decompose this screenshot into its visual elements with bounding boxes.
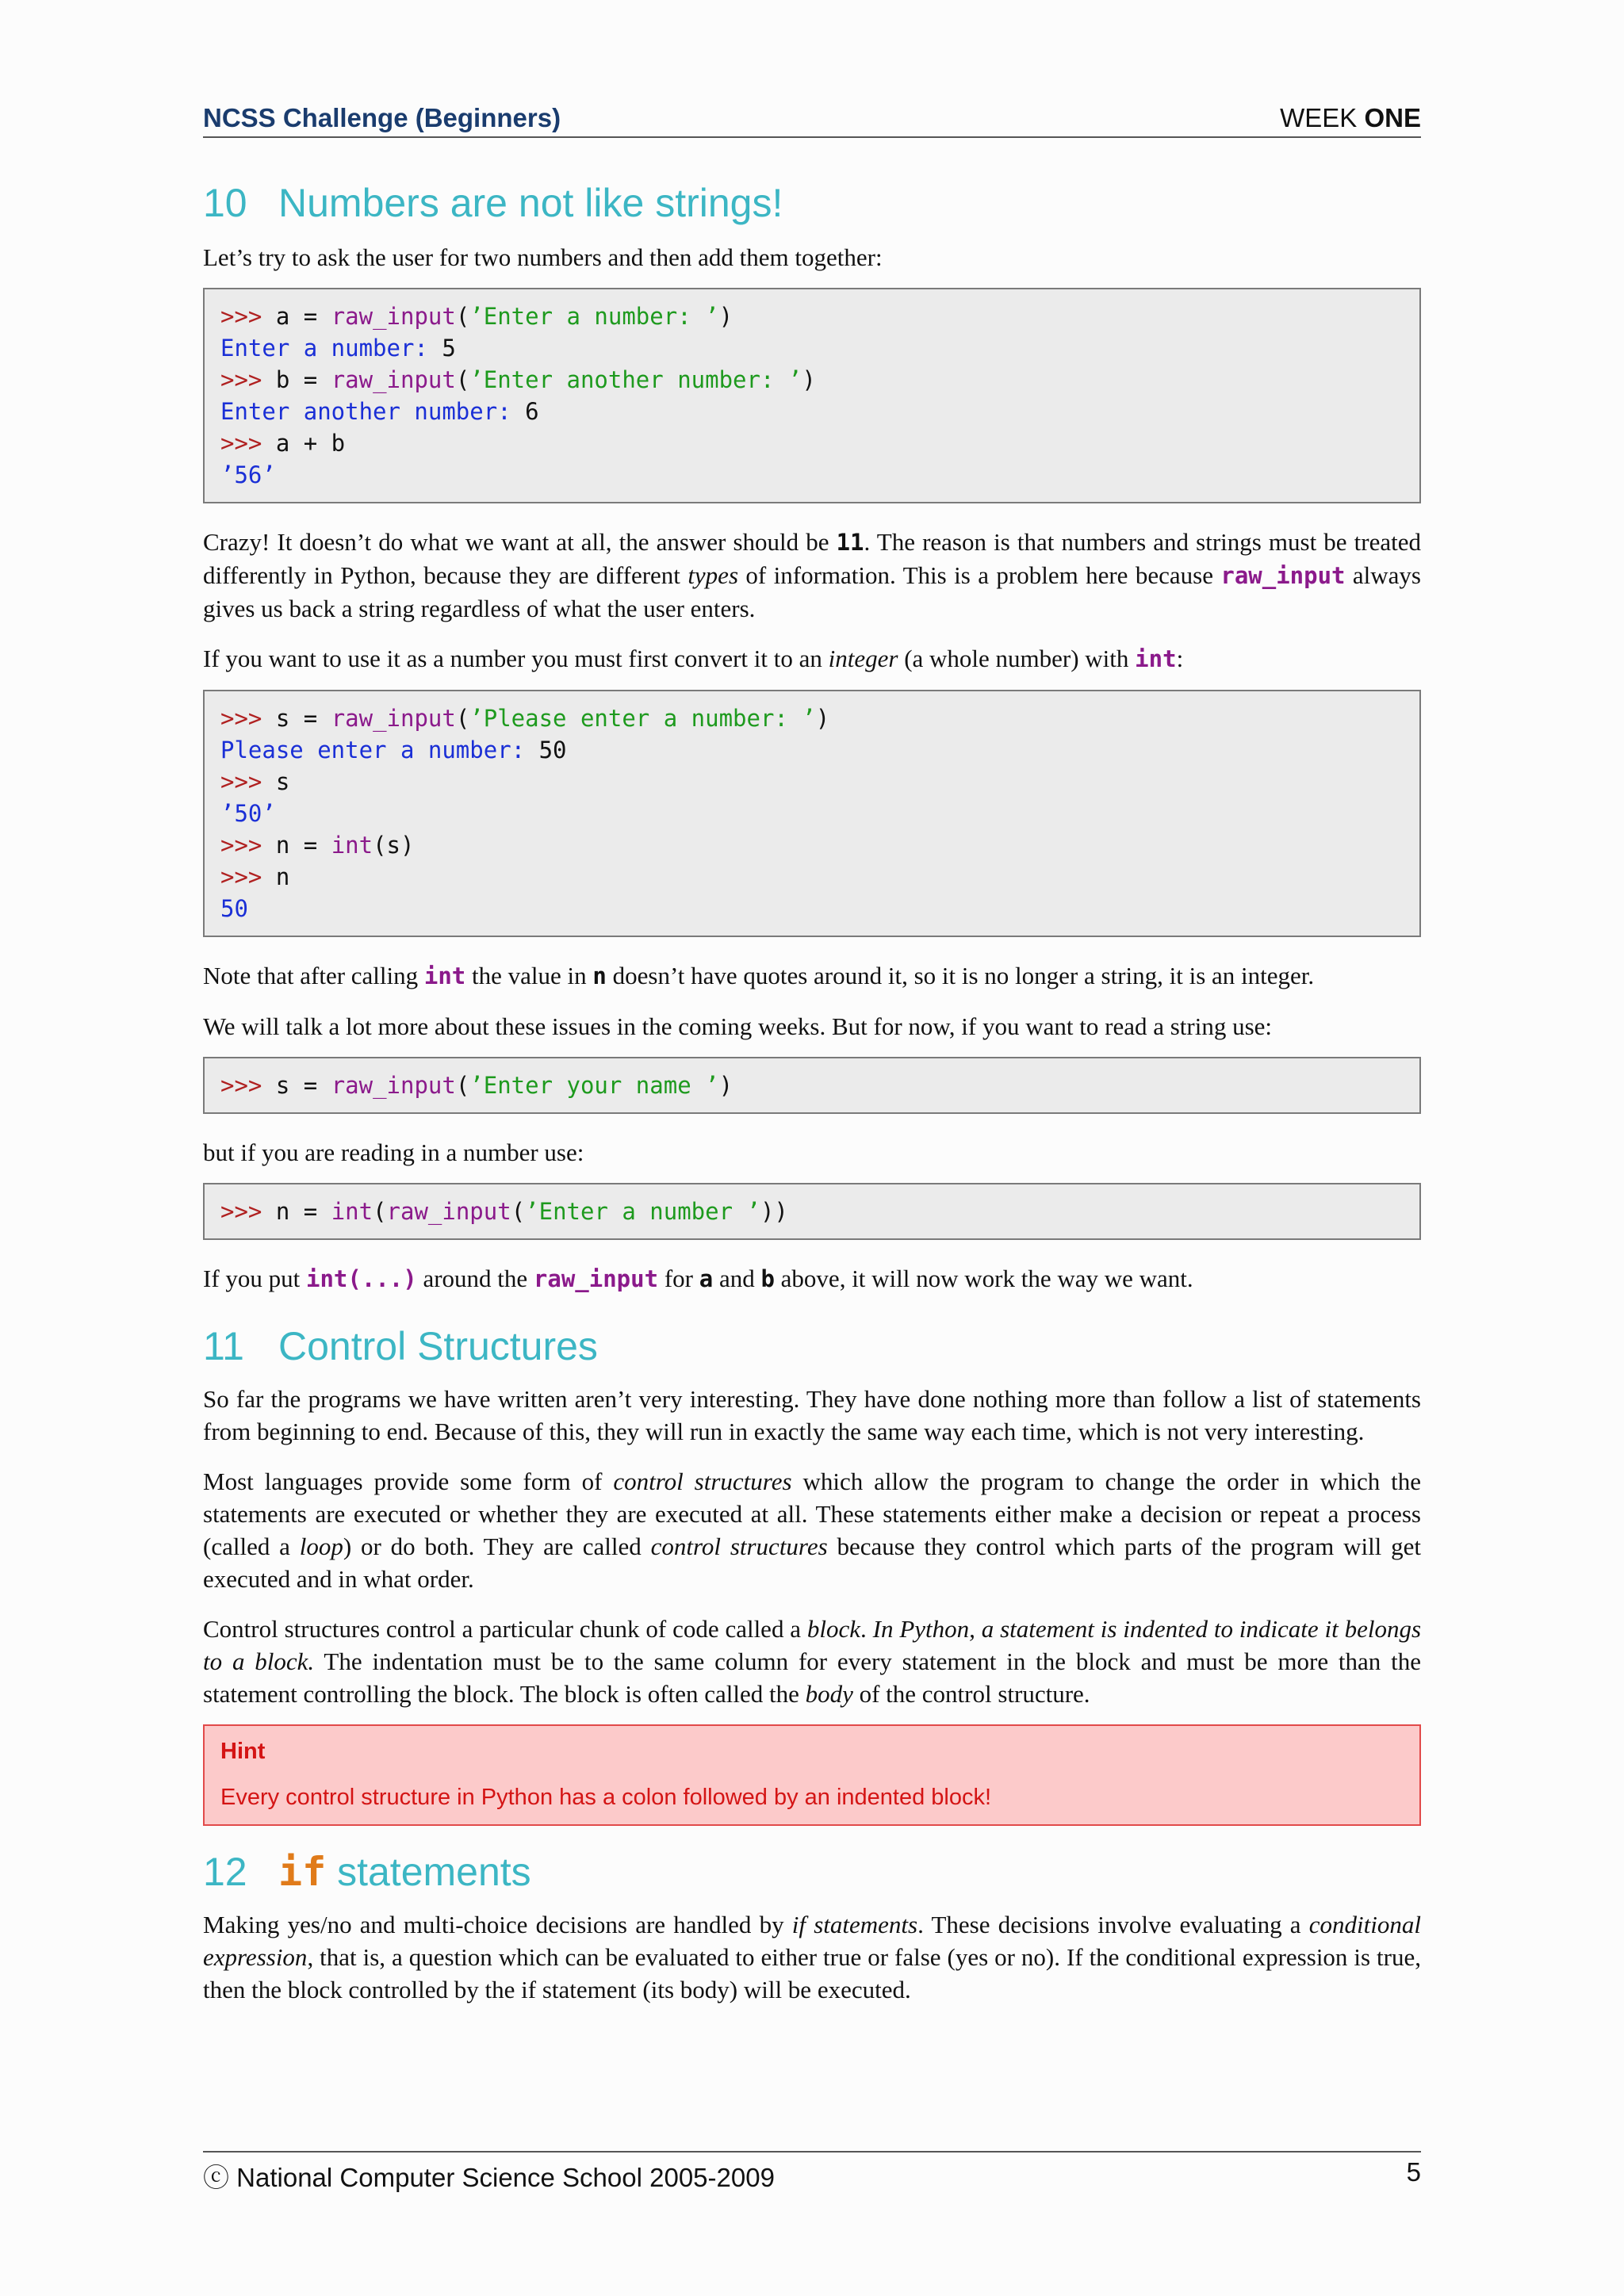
code-block: >>> a = raw_input(’Enter a number: ’) Enter a number: 5 >>> b = raw_input(’Enter another number: ’) Enter another number: 6 >>> a + b ’56’ <box>203 288 1421 503</box>
code-block: >>> n = int(raw_input(’Enter a number ’)) <box>203 1183 1421 1240</box>
paragraph: If you put int(...) around the raw_input for a and b above, it will now work the way we want. <box>203 1265 1193 1292</box>
paragraph: Making yes/no and multi-choice decisions are handled by if statements. These decisions involve evaluating a conditional expression, that is, a question which can be evaluated to either true or false (yes or no). If the conditional expression is true, then the block controlled by the if statement (its body) will be executed. <box>203 1911 1421 2003</box>
page-number: 5 <box>1406 2157 1421 2187</box>
page-header <box>203 103 1421 138</box>
code-block: >>> s = raw_input(’Please enter a number: ’) Please enter a number: 50 >>> s ’50’ >>> n = int(s) >>> n 50 <box>203 690 1421 937</box>
paragraph: Most languages provide some form of control structures which allow the program to change the order in which the statements are executed or whether they are executed at all. These statements either make a decision or repeat a process (called a loop) or do both. They are called control structures because they control which parts of the program will get executed and in what order. <box>203 1468 1421 1593</box>
hint-title: Hint <box>220 1739 266 1764</box>
paragraph: If you want to use it as a number you must first convert it to an integer (a whole number) with int: <box>203 645 1184 672</box>
hint-box <box>203 1724 1421 1826</box>
week-label: WEEK ONE <box>1280 103 1421 132</box>
section-heading-11: 11 Control Structures <box>203 1324 598 1368</box>
page-content <box>203 176 1421 2006</box>
paragraph: Control structures control a particular chunk of code called a block. In Python, a statement is indented to indicate it belongs to a block. The indentation must be to the same column for every statement in the block and must be more than the statement controlling the block. The block is often called the body of the control structure. <box>203 1615 1422 1708</box>
paragraph: Crazy! It doesn’t do what we want at all, the answer should be 11. The reason is that numbers and strings must be treated differently in Python, because they are different types of information. This is a problem here because raw_input always gives us back a string regardless of what the user enters. <box>203 528 1421 622</box>
section-heading-12: 12 if statements <box>203 1849 531 1895</box>
paragraph: but if you are reading in a number use: <box>203 1138 584 1166</box>
course-title: NCSS Challenge (Beginners) <box>203 103 561 132</box>
section-heading-10: 10 Numbers are not like strings! <box>203 181 783 225</box>
paragraph: Let’s try to ask the user for two numbers and then add them together: <box>203 243 883 271</box>
paragraph: We will talk a lot more about these issues in the coming weeks. But for now, if you want to read a string use: <box>203 1012 1273 1040</box>
page-footer <box>203 2151 1421 2195</box>
code-block: >>> s = raw_input(’Enter your name ’) <box>203 1057 1421 1114</box>
hint-body: Every control structure in Python has a colon followed by an indented block! <box>220 1785 992 1810</box>
copyright-text: ⓒ National Computer Science School 2005-2009 <box>203 2163 775 2192</box>
paragraph: Note that after calling int the value in n doesn’t have quotes around it, so it is no longer a string, it is an integer. <box>203 962 1315 989</box>
paragraph: So far the programs we have written aren’t very interesting. They have done nothing more than follow a list of statements from beginning to end. Because of this, they will run in exactly the same way each time, which is not very interesting. <box>203 1385 1421 1445</box>
